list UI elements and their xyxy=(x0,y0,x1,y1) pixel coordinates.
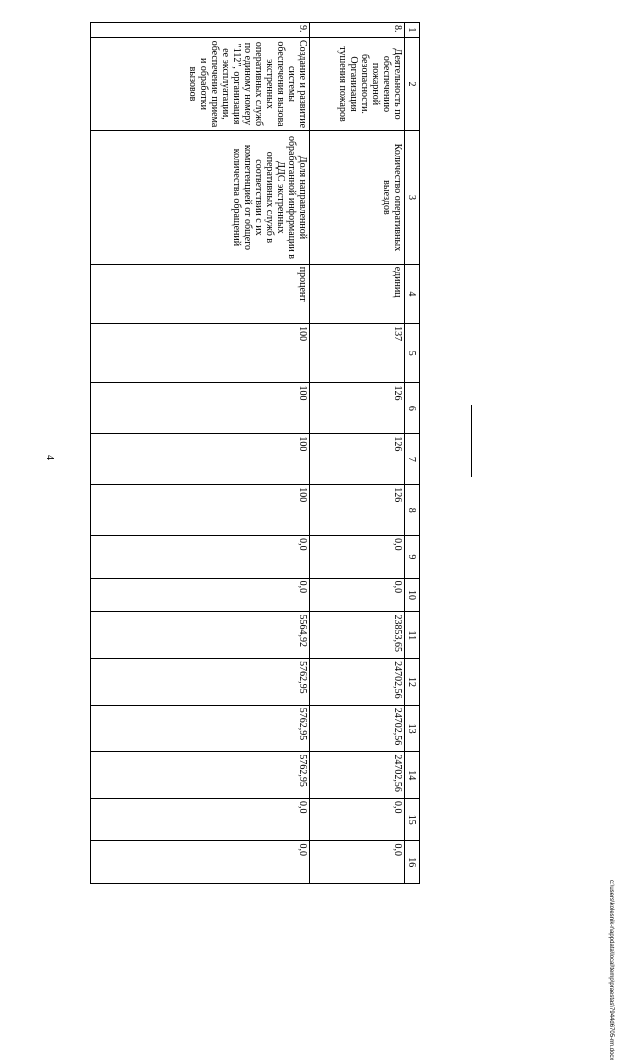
value-cell: 24702,56 xyxy=(310,752,405,799)
unit-cell: процент xyxy=(91,264,310,323)
value-cell: 126 xyxy=(310,485,405,536)
column-header: 16 xyxy=(405,841,420,884)
separator-line xyxy=(471,405,472,477)
value-cell: 24702,56 xyxy=(310,659,405,706)
column-header: 9 xyxy=(405,536,420,578)
table-row xyxy=(310,23,405,884)
table-row xyxy=(91,23,310,884)
indicator-cell: Количество оперативных выездов xyxy=(310,131,405,265)
value-cell: 5762,95 xyxy=(91,659,310,706)
value-cell: 5762,95 xyxy=(91,752,310,799)
value-cell: 100 xyxy=(91,434,310,485)
value-cell: 23853,65 xyxy=(310,612,405,659)
indicator-cell: Доля направленной обработанной информации в ДДС экстренных оперативных служб в соответствии с их компетенцией от общего количества обращений xyxy=(91,131,310,265)
header-row xyxy=(405,23,420,884)
value-cell: 0,0 xyxy=(310,536,405,578)
unit-cell: единиц xyxy=(310,264,405,323)
value-cell: 100 xyxy=(91,383,310,434)
data-table xyxy=(90,22,420,884)
value-cell: 24702,56 xyxy=(310,705,405,752)
value-cell: 0,0 xyxy=(91,799,310,841)
rotated-table-container xyxy=(90,22,420,884)
column-header: 15 xyxy=(405,799,420,841)
value-cell: 126 xyxy=(310,383,405,434)
value-cell: 0,0 xyxy=(310,578,405,612)
activity-cell: Деятельность по обеспечению пожарной безопасности. Организация тушения пожаров xyxy=(310,37,405,130)
value-cell: 126 xyxy=(310,434,405,485)
column-header: 3 xyxy=(405,131,420,265)
value-cell: 100 xyxy=(91,324,310,383)
value-cell: 0,0 xyxy=(310,841,405,884)
column-header: 6 xyxy=(405,383,420,434)
value-cell: 0,0 xyxy=(91,536,310,578)
column-header: 5 xyxy=(405,324,420,383)
column-header: 10 xyxy=(405,578,420,612)
footer-file-path: c:\users\kolesnik-r\appdata\local\temp\praestas\7944d6705-rm.docx xyxy=(608,880,614,1060)
value-cell: 5564,92 xyxy=(91,612,310,659)
column-header: 13 xyxy=(405,705,420,752)
value-cell: 0,0 xyxy=(91,841,310,884)
column-header: 12 xyxy=(405,659,420,706)
value-cell: 137 xyxy=(310,324,405,383)
activity-cell: Создание и развитие системы обеспечения вызова экстренных оперативных служб по единому номеру "112", организация ее эксплуатации, обеспечение приема и обработки вызовов xyxy=(91,37,310,130)
column-header: 14 xyxy=(405,752,420,799)
column-header: 1 xyxy=(405,23,420,38)
column-header: 8 xyxy=(405,485,420,536)
column-header: 4 xyxy=(405,264,420,323)
column-header: 7 xyxy=(405,434,420,485)
column-header: 11 xyxy=(405,612,420,659)
value-cell: 0,0 xyxy=(91,578,310,612)
row-number: 9. xyxy=(91,23,310,38)
value-cell: 0,0 xyxy=(310,799,405,841)
row-number: 8. xyxy=(310,23,405,38)
column-header: 2 xyxy=(405,37,420,130)
page-number: 4 xyxy=(44,455,55,460)
value-cell: 5762,95 xyxy=(91,705,310,752)
value-cell: 100 xyxy=(91,485,310,536)
